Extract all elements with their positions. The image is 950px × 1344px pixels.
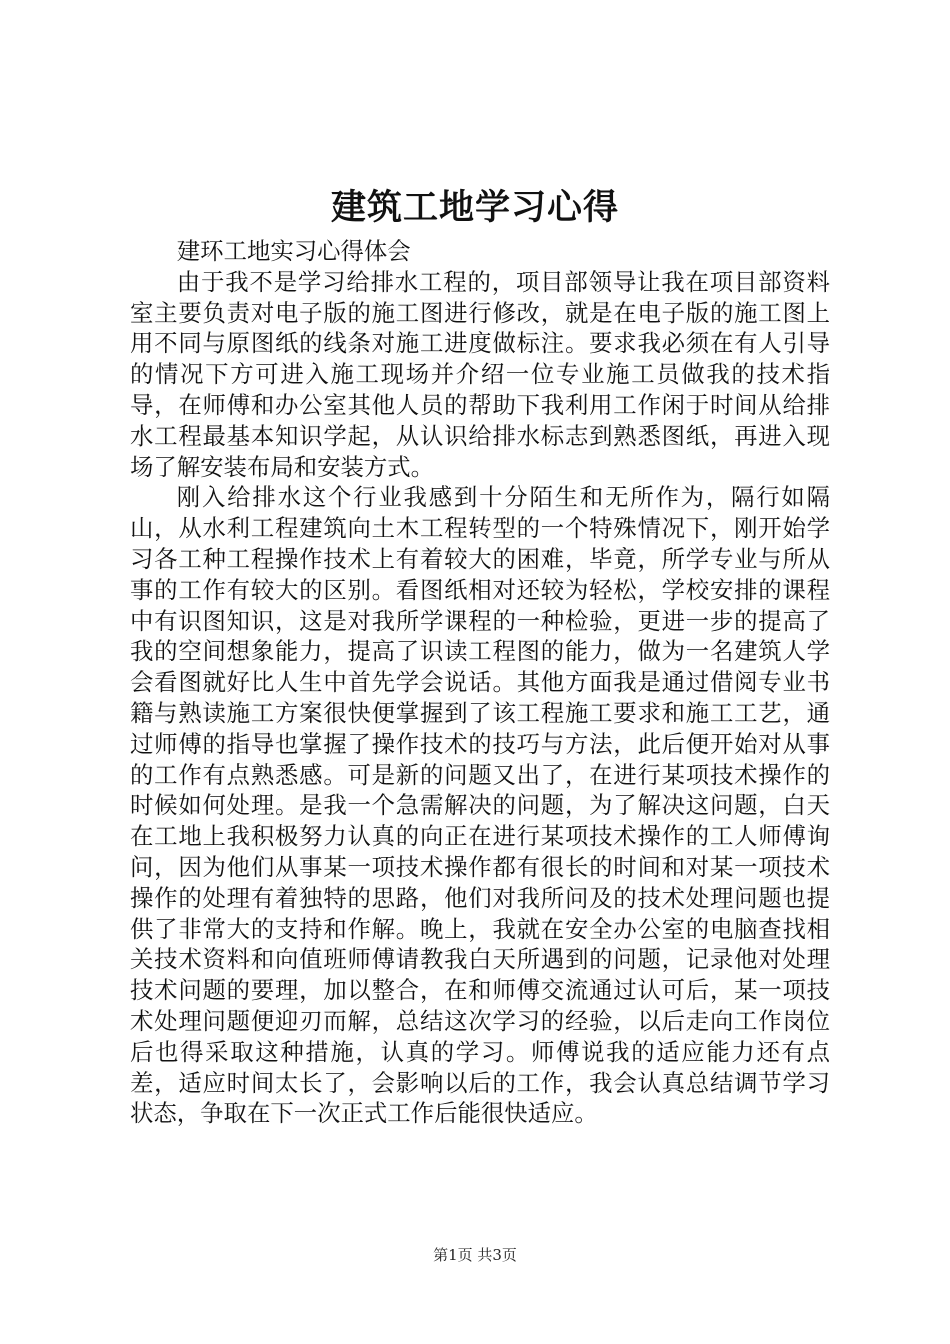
- body-paragraph: 刚入给排水这个行业我感到十分陌生和无所作为，隔行如隔山，从水利工程建筑向土木工程转型的一个特殊情况下，刚开始学习各工种工程操作技术上有着较大的困难，毕竟，所学专业与所从事的工作有较大的区别。看图纸相对还较为轻松，学校安排的课程中有识图知识，这是对我所学课程的一种检验，更进一步的提高了我的空间想象能力，提高了识读工程图的能力，做为一名建筑人学会看图就好比人生中首先学会说话。其他方面我是通过借阅专业书籍与熟读施工方案很快便掌握到了该工程施工要求和施工工艺，通过师傅的指导也掌握了操作技术的技巧与方法，此后便开始对从事的工作有点熟悉感。可是新的问题又出了，在进行某项技术操作的时候如何处理。是我一个急需解决的问题，为了解决这问题，白天在工地上我积极努力认真的向正在进行某项技术操作的工人师傅询问，因为他们从事某一项技术操作都有很长的时间和对某一项技术操作的处理有着独特的思路，他们对我所问及的技术处理问题也提供了非常大的支持和作解。晚上，我就在安全办公室的电脑查找相关技术资料和向值班师傅请教我白天所遇到的问题，记录他对处理技术问题的要理，加以整合，在和师傅交流通过认可后，某一项技术处理问题便迎刃而解，总结这次学习的经验，以后走向工作岗位后也得采取这种措施，认真的学习。师傅说我的适应能力还有点差，适应时间太长了，会影响以后的工作，我会认真总结调节学习状态，争取在下一次正式工作后能很快适应。: [130, 483, 830, 1128]
- subtitle-paragraph: 建环工地实习心得体会: [176, 237, 411, 265]
- document-body: [130, 236, 830, 1129]
- page-footer: 第1页 共3页: [433, 1246, 517, 1264]
- body-paragraph: 由于我不是学习给排水工程的，项目部领导让我在项目部资料室主要负责对电子版的施工图进行修改，就是在电子版的施工图上用不同与原图纸的线条对施工进度做标注。要求我必须在有人引导的情况下方可进入施工现场并介绍一位专业施工员做我的技术指导，在师傅和办公室其他人员的帮助下我利用工作闲于时间从给排水工程最基本知识学起，从认识给排水标志到熟悉图纸，再进入现场了解安装布局和安装方式。: [130, 267, 830, 481]
- document-title: 建筑工地学习心得: [330, 187, 619, 228]
